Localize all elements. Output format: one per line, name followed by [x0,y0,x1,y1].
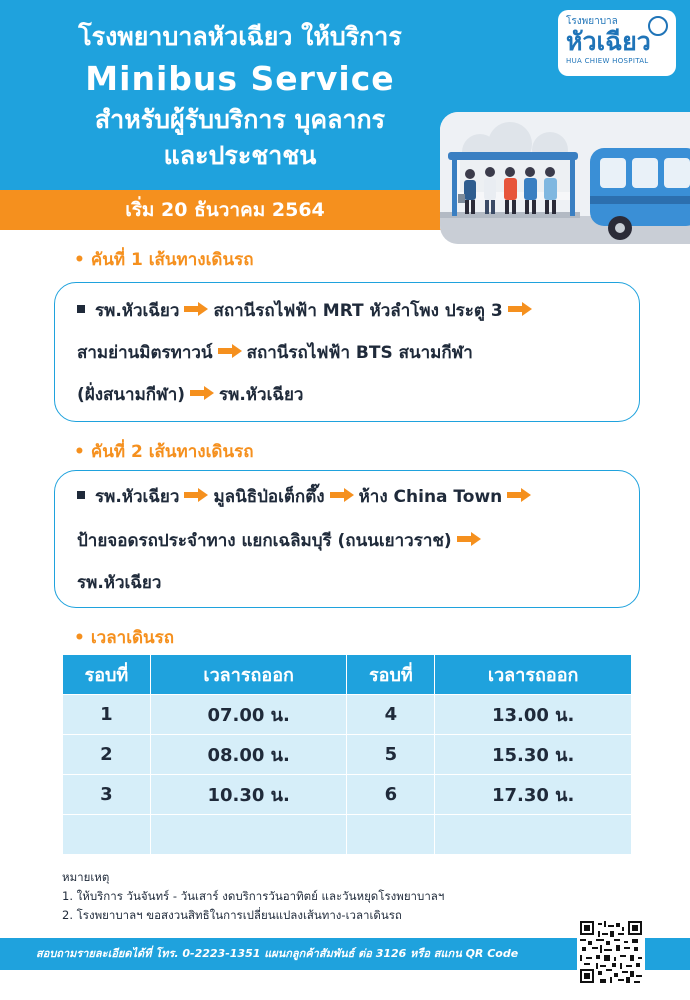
route-1-line-1 [77,299,537,323]
arrow-right-icon [183,301,209,317]
title-line-3a: สำหรับผู้รับบริการ บุคลากร [94,105,386,134]
date-band [0,190,450,230]
start-date: เริ่ม 20 ธันวาคม 2564 [125,199,325,221]
route-1-line-3 [77,383,303,407]
qr-code[interactable] [577,918,645,986]
table-header-row [63,655,632,695]
hospital-logo [558,10,676,76]
route-1-box [54,282,640,422]
route-1-heading: • คันที่ 1 เส้นทางเดินรถ [74,250,254,270]
emblem-icon [648,16,668,36]
notes-section [62,868,444,925]
route-2-line-2 [77,529,486,553]
arrow-right-icon [217,343,243,359]
bullet-icon [77,305,85,313]
route-2-line-1 [77,485,536,509]
arrow-right-icon [506,487,532,503]
notes-heading: หมายเหตุ [62,870,110,884]
route-1-stop-4: สถานีรถไฟฟ้า BTS สนามกีฬา [246,343,473,363]
bullet-icon [77,491,85,499]
route-1-line-2 [77,341,473,365]
logo-english-text: HUA CHIEW HOSPITAL [566,57,649,65]
route-2-title: คันที่ 2 เส้นทางเดินรถ [90,442,254,462]
bus-stop-icon [440,112,690,244]
time-cell: 17.30 น. [435,775,632,815]
route-2-stop-5: รพ.หัวเฉียว [77,573,162,593]
note-1: 1. ให้บริการ วันจันทร์ - วันเสาร์ งดบริการวันอาทิตย์ และวันหยุดโรงพยาบาลฯ [62,889,445,903]
schedule-heading: • เวลาเดินรถ [74,628,175,648]
header-round: รอบที่ [347,655,435,695]
table-row [63,735,632,775]
route-2-box [54,470,640,608]
schedule-table [62,654,632,855]
time-cell: 13.00 น. [435,695,632,735]
round-cell [63,815,151,855]
round-cell: 5 [347,735,435,775]
route-2-stop-1: รพ.หัวเฉียว [95,487,180,507]
table-row [63,695,632,735]
route-2-heading: • คันที่ 2 เส้นทางเดินรถ [74,442,254,462]
header-round: รอบที่ [63,655,151,695]
arrow-right-icon [456,531,482,547]
arrow-right-icon [329,487,355,503]
route-2-stop-3: ห้าง China Town [358,487,503,507]
schedule-title: เวลาเดินรถ [90,628,175,648]
title-line-2: Minibus Service [85,59,395,98]
header-departure: เวลารถออก [435,655,632,695]
time-cell: 08.00 น. [150,735,347,775]
arrow-right-icon [189,385,215,401]
bus-stop-illustration [440,112,690,244]
time-cell: 07.00 น. [150,695,347,735]
round-cell: 4 [347,695,435,735]
logo-big-text: หัวเฉียว [566,27,651,56]
route-2-line-3 [77,571,161,595]
table-row [63,775,632,815]
route-1-title: คันที่ 1 เส้นทางเดินรถ [90,250,254,270]
round-cell [347,815,435,855]
route-1-stop-5: (ฝั่งสนามกีฬา) [77,385,186,405]
route-1-stop-2: สถานีรถไฟฟ้า MRT หัวลำโพง ประตู 3 [213,301,503,321]
arrow-right-icon [183,487,209,503]
header-departure: เวลารถออก [150,655,347,695]
contact-text: สอบถามรายละเอียดได้ที่ โทร. 0-2223-1351 แผนกลูกค้าสัมพันธ์ ต่อ 3126 หรือ สแกน QR Code [36,947,519,960]
route-2-stop-2: มูลนิธิป่อเต็กตึ๊ง [213,487,325,507]
title-block [20,18,460,174]
route-1-stop-1: รพ.หัวเฉียว [95,301,180,321]
round-cell: 1 [63,695,151,735]
table-row [63,815,632,855]
time-cell: 10.30 น. [150,775,347,815]
route-1-stop-3: สามย่านมิตรทาวน์ [77,343,213,363]
time-cell: 15.30 น. [435,735,632,775]
note-2: 2. โรงพยาบาลฯ ขอสงวนสิทธิในการเปลี่ยนแปลงเส้นทาง-เวลาเดินรถ [62,908,402,922]
time-cell [435,815,632,855]
title-line-1: โรงพยาบาลหัวเฉียว ให้บริการ [78,22,402,51]
arrow-right-icon [507,301,533,317]
round-cell: 6 [347,775,435,815]
qr-code-icon [580,921,642,983]
route-1-stop-6: รพ.หัวเฉียว [219,385,304,405]
time-cell [150,815,347,855]
title-line-3b: และประชาชน [163,141,317,170]
logo-small-text: โรงพยาบาล [566,16,618,27]
route-2-stop-4: ป้ายจอดรถประจำทาง แยกเฉลิมบุรี (ถนนเยาวราช) [77,531,452,551]
round-cell: 3 [63,775,151,815]
round-cell: 2 [63,735,151,775]
